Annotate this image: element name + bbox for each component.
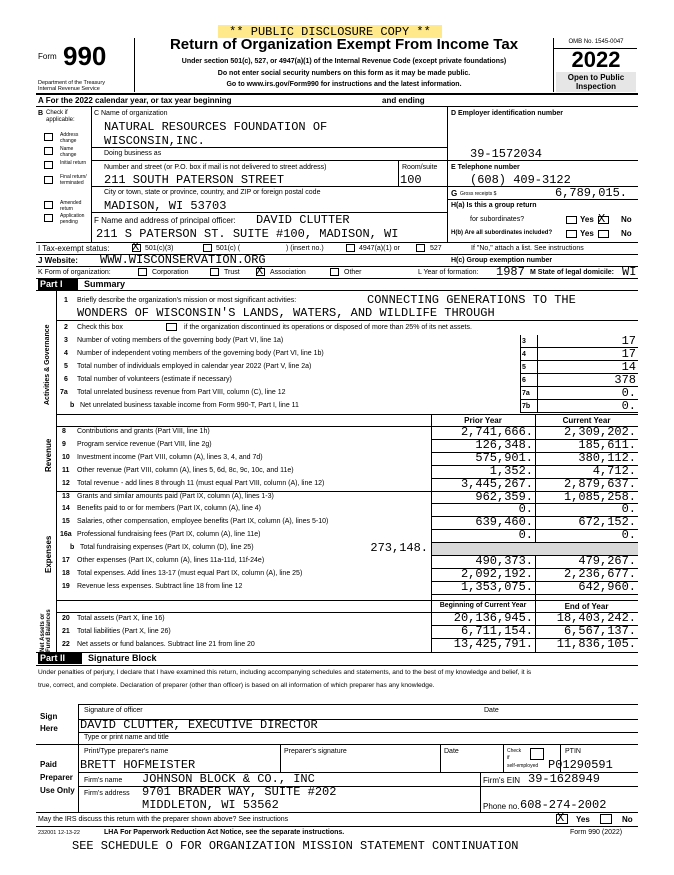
fin-line-number: 19	[62, 582, 70, 590]
address-change-label: Address change	[60, 132, 79, 144]
mission-line-2: WONDERS OF WISCONSIN'S LANDS, WATERS, AND WILDLIFE THROUGH	[77, 306, 495, 320]
dept-treasury: Department of the Treasury	[38, 80, 105, 86]
fin-line-number: 14	[62, 505, 70, 513]
fin-current-value: 185,611.	[578, 437, 636, 452]
here-label: Here	[40, 724, 58, 733]
ha-sub: for subordinates?	[470, 216, 525, 223]
org-name-1: NATURAL RESOURCES FOUNDATION OF	[104, 120, 328, 134]
line-l-label: L Year of formation:	[418, 269, 479, 276]
check-if-label: if	[507, 755, 510, 761]
sig-officer-label: Signature of officer	[84, 707, 143, 714]
form-subtitle-3: Go to www.irs.gov/Form990 for instructions and the latest information.	[226, 81, 462, 88]
line-k-label: K Form of organization:	[38, 269, 111, 276]
gov-line-number: 4	[64, 350, 68, 357]
col-begin-year: Beginning of Current Year	[439, 602, 527, 609]
gov-box-right	[537, 335, 538, 348]
527-checkbox[interactable]	[416, 244, 425, 252]
fin-current-value: 0.	[621, 502, 636, 517]
firm-address-label: Firm's address	[84, 790, 130, 797]
street-label: Number and street (or P.O. box if mail is not delivered to street address)	[104, 164, 327, 171]
firm-address-1: 9701 BRADER WAY, SUITE #202	[142, 785, 337, 799]
open-public-1: Open to Public	[567, 73, 625, 82]
initial-return-checkbox[interactable]	[44, 161, 53, 169]
firm-name-value: JOHNSON BLOCK & CO., INC	[142, 772, 315, 786]
501c3-label: 501(c)(3)	[145, 245, 174, 252]
gov-line-label: Number of voting members of the governing body (Part VI, line 1a)	[77, 337, 284, 344]
firm-ein-value: 39-1628949	[528, 772, 601, 786]
501c-checkbox[interactable]	[203, 244, 212, 252]
net-begin-value: 20,136,945.	[453, 611, 533, 625]
discuss-yes-x: X	[557, 811, 565, 825]
fin-line-label: Contributions and grants (Part VIII, line 1h)	[77, 428, 210, 435]
preparer-name: BRETT HOFMEISTER	[80, 758, 196, 772]
mission-line-1: CONNECTING GENERATIONS TO THE	[367, 293, 576, 307]
perjury-line-1: Under penalties of perjury, I declare that I have examined this return, including accompanying schedules and statements, and to the best of my knowledge and belief, it is	[38, 669, 532, 676]
gov-box-number: 7b	[522, 403, 531, 410]
501c3-x: X	[132, 240, 140, 254]
gov-box-left	[520, 335, 521, 348]
fin-current-value: 380,112.	[578, 450, 636, 465]
fin-line-number: 15	[62, 518, 70, 526]
fin-line-label: Total expenses. Add lines 13-17 (must equal Part IX, column (A), line 25)	[77, 569, 303, 577]
type-print-label: Type or print name and title	[84, 734, 169, 741]
fin-line-number: 18	[62, 569, 70, 577]
hb-no-label: No	[621, 229, 632, 238]
gov-line-value: 17	[621, 334, 636, 348]
gov-box-left	[520, 400, 521, 413]
hb-no-checkbox[interactable]	[598, 230, 609, 238]
fin-line-number: 13	[62, 492, 70, 500]
net-begin-value: 13,425,791.	[453, 637, 533, 651]
check-label: Check	[507, 748, 522, 754]
net-line-label: Net assets or fund balances. Subtract line 21 from line 20	[77, 641, 255, 648]
line1-label: Briefly describe the organization's mission or most significant activities:	[77, 297, 297, 304]
4947-checkbox[interactable]	[346, 244, 355, 252]
net-line-number: 21	[62, 628, 70, 635]
side-label-governance: Activities & Governance	[44, 324, 51, 405]
fin-line-number: 12	[62, 479, 70, 487]
phone-value: (608) 409-3122	[470, 173, 571, 187]
amended-return-checkbox[interactable]	[44, 201, 53, 209]
gov-box-right	[537, 374, 538, 387]
form-word: Form	[38, 52, 57, 61]
hb-note: If "No," attach a list. See instructions	[471, 245, 584, 252]
firm-address-2: MIDDLETON, WI 53562	[142, 798, 279, 812]
fin-bottom-rule	[56, 600, 638, 601]
gov-line-label: Net unrelated business taxable income from Form 990-T, Part I, line 11	[80, 402, 299, 409]
discuss-label: May the IRS discuss this return with the preparer shown above? See instructions	[38, 816, 289, 823]
other-checkbox[interactable]	[330, 268, 339, 276]
open-public-2: Inspection	[575, 82, 616, 91]
c-label: C Name of organization	[94, 110, 168, 117]
fin-prior-value: 575,901.	[475, 450, 533, 465]
perjury-line-2: true, correct, and complete. Declaration of preparer (other than officer) is based on all information of which preparer has any knowledge.	[38, 682, 435, 689]
form-title: Return of Organization Exempt From Income Tax	[169, 36, 519, 53]
firm-ein-label: Firm's EIN	[483, 776, 521, 785]
gov-box-right	[537, 400, 538, 413]
gov-box-left	[520, 361, 521, 374]
line-16b-label: Total fundraising expenses (Part IX, column (D), line 25)	[80, 544, 254, 552]
gov-line-number: b	[70, 402, 75, 409]
prep-date-label: Date	[444, 748, 459, 755]
line-16b-number: b	[70, 544, 75, 552]
street-value: 211 SOUTH PATERSON STREET	[104, 173, 285, 187]
net-line-number: 22	[62, 641, 70, 648]
firm-phone-label: Phone no.	[483, 802, 520, 811]
gov-box-right	[537, 348, 538, 361]
hc-label: H(c) Group exemption number	[451, 257, 553, 264]
fin-prior-value: 1,353,075.	[460, 579, 533, 594]
gov-line-number: 6	[64, 376, 68, 383]
net-line-label: Total assets (Part X, line 16)	[77, 615, 165, 622]
schedule-o-note: SEE SCHEDULE O FOR ORGANIZATION MISSION STATEMENT CONTINUATION	[72, 839, 519, 853]
527-label: 527	[430, 245, 442, 252]
fin-prior-value: 1,352.	[489, 463, 533, 478]
website-value: WWW.WISCONSERVATION.ORG	[100, 253, 266, 267]
application-pending-label: Application pending	[60, 213, 85, 225]
501c-label: 501(c) (	[216, 245, 241, 252]
application-pending-checkbox[interactable]	[44, 214, 53, 222]
hb-yes-label: Yes	[580, 229, 594, 238]
fin-current-value: 672,152.	[578, 515, 636, 530]
fin-prior-value: 962,359.	[475, 489, 533, 504]
line2-label: Check this box	[77, 324, 123, 331]
line2-number: 2	[64, 324, 68, 331]
ha-no-label: No	[621, 215, 632, 224]
fin-current-value: 1,085,258.	[563, 489, 636, 504]
b-label: B	[38, 110, 44, 117]
discuss-no-label: No	[622, 815, 633, 824]
final-return-label: Final return/ terminated	[60, 174, 87, 186]
final-return-checkbox[interactable]	[44, 176, 53, 184]
fin-line-number: 10	[62, 453, 70, 461]
gov-line-value: 0.	[621, 399, 636, 413]
fin-prior-value: 639,460.	[475, 515, 533, 530]
fin-current-value: 2,879,637.	[563, 476, 636, 491]
paid-label: Paid	[40, 760, 57, 769]
officer-address: 211 S PATERSON ST. SUITE #100, MADISON, WI	[96, 227, 399, 241]
line-m-label: M State of legal domicile:	[530, 269, 615, 276]
fin-current-value: 479,267.	[578, 554, 636, 568]
ein-value: 39-1572034	[470, 147, 543, 161]
side-label-expenses: Expenses	[44, 535, 53, 573]
line-16b-value: 273,148.	[370, 541, 428, 556]
gov-box-right	[537, 387, 538, 400]
form-number: 990	[63, 41, 107, 71]
room-value: 100	[400, 173, 422, 187]
part1-tag: Part I	[40, 279, 63, 289]
fin-prior-value: 0.	[518, 502, 533, 517]
part1-title: Summary	[84, 279, 126, 289]
trust-label: Trust	[224, 269, 240, 276]
ha-yes-label: Yes	[580, 215, 594, 224]
gov-box-number: 7a	[522, 390, 530, 397]
address-change-checkbox[interactable]	[44, 133, 53, 141]
room-label: Room/suite	[402, 164, 438, 171]
prep-sig-label: Preparer's signature	[284, 748, 347, 755]
fin-prior-value: 2,741,666.	[460, 425, 533, 439]
fin-prior-value: 126,348.	[475, 437, 533, 452]
state-domicile: WI	[622, 265, 637, 279]
association-label: Association	[270, 269, 306, 276]
fin-line-label: Professional fundraising fees (Part IX, column (A), line 11e)	[77, 531, 261, 539]
association-x: X	[256, 264, 264, 278]
discuss-yes-label: Yes	[576, 815, 590, 824]
gov-box-left	[520, 374, 521, 387]
col-prior-year: Prior Year	[464, 416, 502, 425]
initial-return-label: Initial return	[60, 160, 87, 166]
sign-label: Sign	[40, 712, 58, 721]
b-check-if: Check if applicable:	[46, 110, 75, 123]
org-name-2: WISCONSIN,INC.	[104, 134, 205, 148]
corporation-checkbox[interactable]	[138, 268, 147, 276]
other-label: Other	[344, 269, 362, 276]
form-subtitle-1: Under section 501(c), 527, or 4947(a)(1) of the Internal Revenue Code (except private foundations)	[181, 58, 507, 65]
dba-label: Doing business as	[104, 150, 162, 157]
net-line-number: 20	[62, 615, 70, 622]
fin-prior-value: 490,373.	[475, 554, 533, 568]
gov-line-number: 5	[64, 363, 68, 370]
self-employed-label: self-employed	[507, 763, 539, 769]
discuss-no-checkbox[interactable]	[600, 814, 612, 824]
use-only-label: Use Only	[40, 786, 75, 795]
line2-text: if the organization discontinued its operations or disposed of more than 25% of its net assets.	[184, 324, 472, 331]
fin-current-value: 2,236,677.	[563, 566, 636, 581]
sig-date-label: Date	[484, 707, 499, 714]
city-label: City or town, state or province, country, and ZIP or foreign postal code	[104, 189, 321, 196]
ptin-label: PTIN	[565, 748, 581, 755]
line-i-label: I Tax-exempt status:	[38, 244, 110, 253]
hb-yes-checkbox[interactable]	[566, 230, 577, 238]
fin-line-label: Other expenses (Part IX, column (A), lines 11a-11d, 11f-24e)	[77, 557, 265, 564]
fin-current-value: 642,960.	[578, 579, 636, 594]
name-change-label: Name change	[60, 146, 77, 158]
fin-line-label: Revenue less expenses. Subtract line 18 from line 12	[77, 582, 243, 590]
4947-label: 4947(a)(1) or	[359, 245, 400, 252]
gov-line-label: Total number of volunteers (estimate if necessary)	[77, 376, 232, 383]
city-value: MADISON, WI 53703	[104, 199, 227, 213]
tax-year: 2022	[571, 47, 621, 72]
fin-line-label: Grants and similar amounts paid (Part IX, column (A), lines 1-3)	[77, 492, 274, 500]
ptin-value: P01290591	[548, 758, 613, 772]
fin-line-label: Other revenue (Part VIII, column (A), lines 5, 6d, 8c, 9c, 10c, and 11e)	[77, 466, 294, 474]
ha-yes-checkbox[interactable]	[566, 216, 577, 224]
side-label-net-assets: Net Assets or Fund Balances	[40, 609, 52, 652]
gov-line-number: 3	[64, 337, 68, 344]
col-end-year: End of Year	[564, 602, 609, 611]
irs-label: Internal Revenue Service	[38, 86, 100, 92]
gov-bottom-rule	[56, 414, 638, 415]
fin-line-number: 9	[62, 440, 66, 448]
gov-line-value: 0.	[621, 386, 636, 400]
gov-box-number: 3	[522, 338, 526, 345]
fin-row-rule	[431, 594, 638, 595]
fin-current-value: 2,309,202.	[563, 425, 636, 439]
officer-name: DAVID CLUTTER	[256, 213, 350, 227]
fin-line-label: Program service revenue (Part VIII, line 2g)	[77, 440, 212, 448]
d-label: D Employer identification number	[451, 110, 564, 117]
fin-prior-value: 3,445,267.	[460, 476, 533, 491]
net-end-value: 6,567,137.	[563, 624, 636, 638]
gov-line-label: Total number of individuals employed in calendar year 2022 (Part V, line 2a)	[77, 363, 312, 370]
hb-label: H(b) Are all subordinates included?	[451, 230, 553, 236]
public-disclosure-text: ** PUBLIC DISCLOSURE COPY **	[229, 25, 431, 39]
gov-box-number: 6	[522, 377, 526, 384]
footer-lha: LHA For Paperwork Reduction Act Notice, see the separate instructions.	[104, 829, 345, 836]
amended-return-label: Amended return	[60, 200, 82, 212]
fin-line-label: Investment income (Part VIII, column (A), lines 3, 4, and 7d)	[77, 453, 263, 461]
corporation-label: Corporation	[152, 269, 189, 276]
insert-no-label: ) (insert no.)	[286, 245, 324, 252]
gross-value: 6,789,015.	[555, 186, 628, 200]
gov-box-left	[520, 387, 521, 400]
gov-line-value: 14	[621, 360, 636, 374]
gov-box-left	[520, 348, 521, 361]
fin-line-number: 17	[62, 557, 70, 564]
part2-title: Signature Block	[88, 653, 157, 663]
prep-name-label: Print/Type preparer's name	[84, 748, 169, 755]
firm-name-label: Firm's name	[84, 777, 123, 784]
fin-line-label: Total revenue - add lines 8 through 11 (must equal Part VIII, column (A), line 12)	[77, 479, 325, 487]
fin-line-number: 8	[62, 428, 66, 435]
net-end-value: 11,836,105.	[556, 637, 636, 651]
fin-line-label: Benefits paid to or for members (Part IX, column (A), line 4)	[77, 505, 262, 513]
fin-line-label: Salaries, other compensation, employee benefits (Part IX, column (A), lines 5-10)	[77, 518, 329, 526]
line-a: A For the 2022 calendar year, or tax year beginning	[38, 96, 232, 105]
preparer-label: Preparer	[40, 773, 73, 782]
part2-tag: Part II	[40, 653, 66, 663]
net-line-label: Total liabilities (Part X, line 26)	[77, 628, 171, 635]
omb-number: OMB No. 1545-0047	[568, 39, 624, 45]
gov-line-value: 17	[621, 347, 636, 361]
fin-line-number: 16a	[60, 531, 72, 539]
discontinued-checkbox[interactable]	[166, 323, 177, 331]
footer-code: 232001 12-13-22	[38, 830, 80, 836]
form-subtitle-2: Do not enter social security numbers on this form as it may be made public.	[217, 70, 471, 77]
gov-line-value: 378	[614, 373, 636, 387]
officer-label: F Name and address of principal officer:	[94, 216, 236, 225]
gross-label: Gross receipts $	[460, 191, 497, 197]
firm-phone-value: 608-274-2002	[520, 798, 607, 812]
net-begin-value: 6,711,154.	[460, 624, 533, 638]
ha-no-x: X	[598, 212, 606, 226]
line-j-label: J Website:	[38, 256, 78, 265]
g-label: G	[451, 189, 458, 198]
fin-prior-value: 0.	[518, 528, 533, 543]
name-change-checkbox[interactable]	[44, 147, 53, 155]
line-a-ending: and ending	[382, 96, 425, 105]
gov-line-label: Total unrelated business revenue from Part VIII, column (C), line 12	[77, 389, 286, 396]
fin-current-value: 4,712.	[592, 463, 636, 478]
net-end-value: 18,403,242.	[556, 611, 636, 625]
fin-current-value: 0.	[621, 528, 636, 543]
fin-line-number: 11	[62, 466, 70, 474]
side-label-revenue: Revenue	[44, 438, 53, 472]
col-current-year: Current Year	[562, 416, 611, 425]
officer-signature-name: DAVID CLUTTER, EXECUTIVE DIRECTOR	[80, 718, 318, 732]
footer-form-ref: Form 990 (2022)	[570, 829, 623, 836]
fin-prior-value: 2,092,192.	[460, 566, 533, 581]
gov-box-number: 5	[522, 364, 526, 371]
year-formation: 1987	[496, 265, 525, 279]
self-employed-checkbox[interactable]	[530, 748, 544, 760]
gov-line-label: Number of independent voting members of the governing body (Part VI, line 1b)	[77, 350, 324, 357]
gov-line-number: 7a	[60, 389, 68, 396]
gov-box-right	[537, 361, 538, 374]
e-label: E Telephone number	[451, 164, 520, 171]
ha-label: H(a) Is this a group return	[451, 202, 537, 209]
line1-number: 1	[64, 297, 68, 304]
trust-checkbox[interactable]	[210, 268, 219, 276]
gov-box-number: 4	[522, 351, 526, 358]
